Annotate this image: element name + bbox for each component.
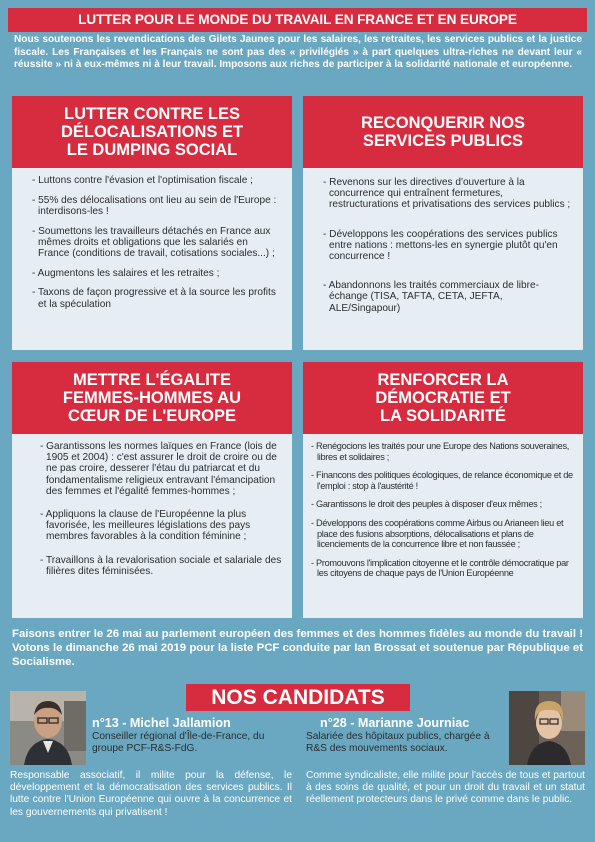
panel-body xyxy=(303,434,583,593)
panel-egalite xyxy=(12,362,292,618)
list-item: - Appliquons la clause de l'Européenne la plus favorisée, les meilleures législations des pays membres favorables à la condition féminine ; xyxy=(40,509,282,543)
list-item: - Promouvons l'implication citoyenne et le contrôle démocratique par les citoyens de chaque pays de l'Union Européenne xyxy=(311,558,577,579)
panel-title-line: RECONQUERIR NOS xyxy=(360,114,526,132)
list-item: - Taxons de façon progressive et à la source les profits et la spéculation xyxy=(32,287,282,309)
candidates-title: NOS CANDIDATS xyxy=(186,684,410,711)
panel-title-line: SERVICES PUBLICS xyxy=(362,132,524,150)
list-item: - Renégocions les traités pour une Europe des Nations souveraines, libres et solidaires ; xyxy=(311,441,577,462)
list-item: - Revenons sur les directives d'ouverture à la concurrence qui entraînent fermetures, restructurations et privatisations des services publics ; xyxy=(323,177,573,211)
panel-title xyxy=(12,362,292,434)
intro-paragraph: Nous soutenons les revendications des Gilets Jaunes pour les salaires, les retraites, les services publics et la justice fiscale. Les Françaises et les Français ne sont pas des « privilégiés » à part quelques ultra-riches ne devant leur « réussite » ni à eux-mêmes ni à leur travail. Imposons aux riches de participer à la solidarité nationale et européenne. xyxy=(14,34,582,71)
list-item: - Garantissons les normes laïques en France (lois de 1905 et 2004) : c'est assurer le droit de croire ou de ne pas croire, desserer l'étau du patriarcat et du fondamentalisme religieux entravant l'émancipation des femmes et l'égalité femmes-hommes ; xyxy=(40,441,282,497)
panel-title-line: FEMMES-HOMMES AU xyxy=(62,389,242,407)
list-item: - Augmentons les salaires et les retraites ; xyxy=(32,268,282,279)
candidate-role: Salariée des hôpitaux publics, chargée à R&S des mouvements sociaux. xyxy=(306,731,490,754)
candidate-name: n°13 - Michel Jallamion xyxy=(92,716,231,730)
panel-title xyxy=(12,96,292,168)
panel-democratie xyxy=(303,362,583,618)
candidate-photo-jallamion xyxy=(10,691,86,765)
panel-body xyxy=(12,434,292,592)
candidate-name: n°28 - Marianne Journiac xyxy=(320,716,470,730)
list-item: - Luttons contre l'évasion et l'optimisation fiscale ; xyxy=(32,175,282,186)
list-item: - Développons les coopérations des services publics entre nations : mettons-les en synergie plutôt qu'en concurrence ! xyxy=(323,229,573,263)
panel-title-line: LUTTER CONTRE LES xyxy=(64,105,240,123)
panel-title-line: CŒUR DE L'EUROPE xyxy=(67,407,236,425)
panel-body xyxy=(303,168,583,328)
panel-title-line: METTRE L'ÉGALITE xyxy=(73,371,231,389)
closing-paragraph: Faisons entrer le 26 mai au parlement européen des femmes et des hommes fidèles au monde du travail ! Votons le dimanche 26 mai 2019 pour la liste PCF conduite par Ian Brossat et soutenue par République et Socialisme. xyxy=(12,628,583,668)
panel-title-line: RENFORCER LA xyxy=(377,371,509,389)
top-banner: LUTTER POUR LE MONDE DU TRAVAIL EN FRANCE ET EN EUROPE xyxy=(8,8,587,32)
panel-title-line: DÉMOCRATIE ET xyxy=(375,389,511,407)
list-item: - Travaillons à la revalorisation sociale et salariale des filières dites féminisées. xyxy=(40,555,282,577)
panel-title-line: DÉLOCALISATIONS ET xyxy=(60,123,244,141)
list-item: - Soumettons les travailleurs détachés en France aux mêmes droits et obligations que les salariés en France (conditions de travail, cotisations sociales...) ; xyxy=(32,226,282,260)
panel-title-line: LE DUMPING SOCIAL xyxy=(66,141,238,159)
list-item: - Développons des coopérations comme Airbus ou Arianeen lieu et place des fusions absorptions, délocalisations et plans de licenciements de la concurrence libre et non faussée ; xyxy=(311,518,577,550)
candidate-bio: Comme syndicaliste, elle milite pour l'accès de tous et partout à des soins de qualité, et pour un droit du travail et un statut réellement protecteurs dans le privé comme dans le public. xyxy=(306,770,585,806)
panel-services-publics xyxy=(303,96,583,350)
panel-delocalisations xyxy=(12,96,292,350)
panel-title xyxy=(303,96,583,168)
candidate-photo-journiac xyxy=(509,691,585,765)
list-item: - Garantissons le droit des peuples à disposer d'eux mêmes ; xyxy=(311,499,577,510)
candidate-bio: Responsable associatif, il milite pour la défense, le développement et la démocratisation des services publics. Il lutte contre l'Union Européenne qui ouvre à la concurrence et les gouvernements qui privatisent ! xyxy=(10,770,292,818)
panel-title-line: LA SOLIDARITÉ xyxy=(380,407,506,425)
candidate-role: Conseiller régional d'Île-de-France, du groupe PCF-R&S-FdG. xyxy=(92,731,265,754)
list-item: - Financons des politiques écologiques, de relance économique et de l'emploi : stop à l'austérité ! xyxy=(311,470,577,491)
list-item: - Abandonnons les traités commerciaux de libre-échange (TISA, TAFTA, CETA, JEFTA, ALE/Singapour) xyxy=(323,280,573,314)
list-item: - 55% des délocalisations ont lieu au sein de l'Europe : interdisons-les ! xyxy=(32,195,282,217)
panel-body xyxy=(12,168,292,324)
panel-title xyxy=(303,362,583,434)
